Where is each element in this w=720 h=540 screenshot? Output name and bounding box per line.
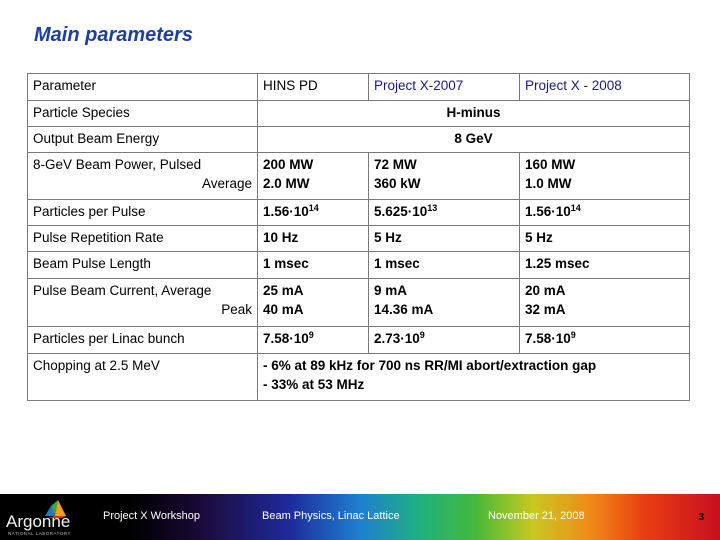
beam-power-label: 8-GeV Beam Power, Pulsed <box>33 157 202 172</box>
particles-per-bunch-x2008 <box>520 327 690 354</box>
page-number: 3 <box>698 512 704 523</box>
exponent: 9 <box>570 330 576 340</box>
particles-per-pulse-hins <box>258 200 369 226</box>
mantissa: 7.58·10 <box>263 331 309 346</box>
rep-rate-x2007: 5 Hz <box>369 226 520 252</box>
logo-wordmark: Argonne <box>6 512 71 531</box>
mantissa: 2.73·10 <box>374 331 420 346</box>
table-header-row <box>28 74 690 101</box>
beam-power-x2007 <box>369 153 520 200</box>
row-label: Particles per Linac bunch <box>28 327 258 354</box>
value-peak: 14.36 mA <box>374 302 434 317</box>
logo-subtext: NATIONAL LABORATORY <box>8 531 72 536</box>
row-label: Output Beam Energy <box>28 127 258 153</box>
mantissa: 1.56·10 <box>525 204 571 219</box>
particles-per-bunch-x2007 <box>369 327 520 354</box>
table-row <box>28 127 690 153</box>
row-label: Beam Pulse Length <box>28 252 258 279</box>
value-pulsed: 72 MW <box>374 157 417 172</box>
slide-title: Main parameters <box>34 24 193 46</box>
table-row <box>28 252 690 279</box>
rep-rate-hins: 10 Hz <box>258 226 369 252</box>
row-label <box>28 153 258 200</box>
mantissa: 5.625·10 <box>374 204 428 219</box>
table-row <box>28 153 690 200</box>
pulse-current-x2007 <box>369 279 520 327</box>
value-average: 2.0 MW <box>263 176 310 191</box>
table-row <box>28 200 690 226</box>
particles-per-bunch-hins <box>258 327 369 354</box>
chopping-value <box>258 354 690 401</box>
value-peak: 40 mA <box>263 302 304 317</box>
header-hins-pd: HINS PD <box>258 74 369 101</box>
value-average: 1.0 MW <box>525 176 572 191</box>
header-project-x-2008: Project X - 2008 <box>520 74 690 101</box>
footer-bar <box>0 494 720 540</box>
output-energy-value: 8 GeV <box>258 127 690 153</box>
row-label: Pulse Repetition Rate <box>28 226 258 252</box>
footer-date: November 21, 2008 <box>488 510 585 522</box>
exponent: 14 <box>570 203 581 213</box>
value-average: 20 mA <box>525 283 566 298</box>
exponent: 13 <box>427 203 438 213</box>
beam-power-hins <box>258 153 369 200</box>
value-peak: 32 mA <box>525 302 566 317</box>
exponent: 9 <box>419 330 425 340</box>
footer-workshop: Project X Workshop <box>103 510 201 522</box>
value-pulsed: 160 MW <box>525 157 576 172</box>
pulse-length-x2008: 1.25 msec <box>520 252 690 279</box>
beam-power-x2008 <box>520 153 690 200</box>
table-row <box>28 327 690 354</box>
row-label: Particle Species <box>28 101 258 127</box>
row-label: Chopping at 2.5 MeV <box>28 354 258 401</box>
value-average: 25 mA <box>263 283 304 298</box>
value-pulsed: 200 MW <box>263 157 314 172</box>
pulse-length-x2007: 1 msec <box>369 252 520 279</box>
exponent: 14 <box>308 203 319 213</box>
beam-power-sublabel: Average <box>201 176 252 191</box>
mantissa: 1.56·10 <box>263 204 309 219</box>
pulse-current-hins <box>258 279 369 327</box>
mantissa: 7.58·10 <box>525 331 571 346</box>
chopping-line-1: - 6% at 89 kHz for 700 ns RR/MI abort/extraction gap <box>263 358 597 373</box>
value-average: 360 kW <box>374 176 421 191</box>
header-project-x-2007: Project X-2007 <box>369 74 520 101</box>
table-row <box>28 279 690 327</box>
pulse-length-hins: 1 msec <box>258 252 369 279</box>
value-average: 9 mA <box>374 283 408 298</box>
pulse-current-sublabel: Peak <box>221 302 252 317</box>
row-label: Particles per Pulse <box>28 200 258 226</box>
footer-topic: Beam Physics, Linac Lattice <box>262 510 400 522</box>
particle-species-value: H-minus <box>258 101 690 127</box>
parameters-table <box>27 73 690 401</box>
pulse-current-label: Pulse Beam Current, Average <box>33 283 212 298</box>
exponent: 9 <box>308 330 314 340</box>
table-row <box>28 226 690 252</box>
pulse-current-x2008 <box>520 279 690 327</box>
table-row <box>28 101 690 127</box>
chopping-line-2: - 33% at 53 MHz <box>263 377 365 392</box>
rep-rate-x2008: 5 Hz <box>520 226 690 252</box>
particles-per-pulse-x2008 <box>520 200 690 226</box>
table-row <box>28 354 690 401</box>
header-parameter: Parameter <box>28 74 258 101</box>
argonne-logo <box>4 496 94 538</box>
row-label <box>28 279 258 327</box>
particles-per-pulse-x2007 <box>369 200 520 226</box>
